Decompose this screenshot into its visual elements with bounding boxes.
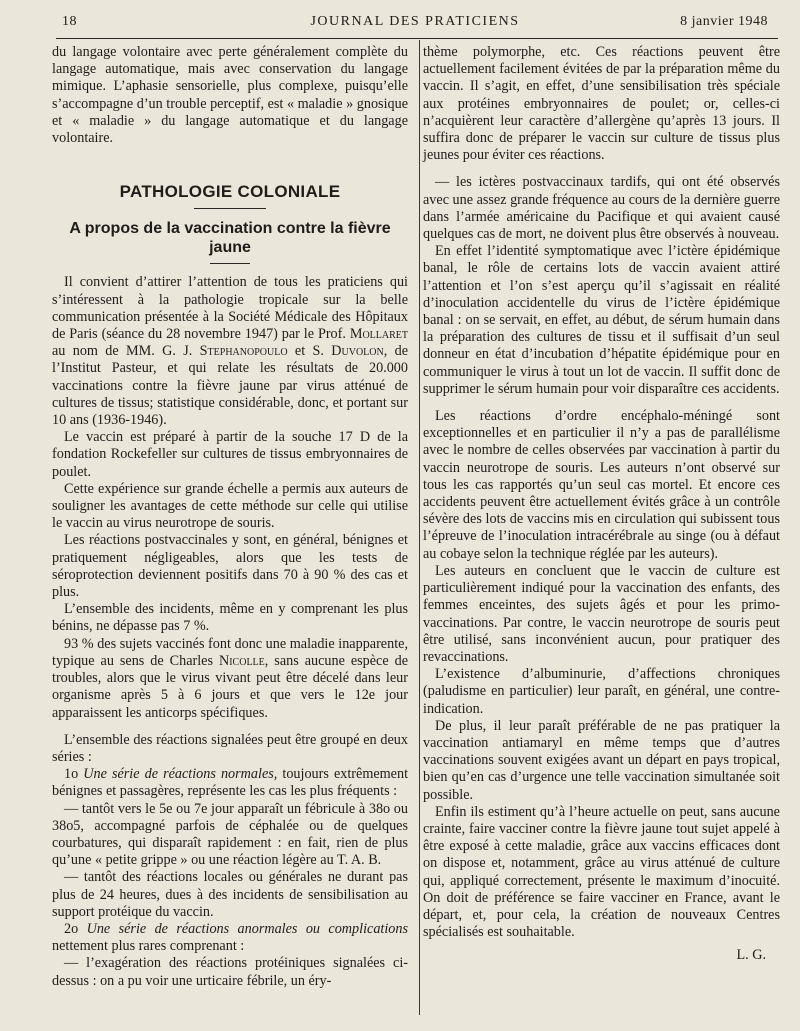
paragraph: L’ensemble des réactions signalées peut être groupé en deux séries :: [52, 731, 408, 765]
issue-date: 8 janvier 1948: [680, 14, 768, 29]
paragraph: thème polymorphe, etc. Ces réactions peuvent être actuellement facilement évitées de par la préparation même du vaccin. Il s’agit, en effet, d’une sensibilisation très spéciale aux protéines embryonnaires de poulet; or, celles-ci n’acquièrent leur caractère d’allergène qu’après 13 jours. Il suffira donc de préparer le vaccin sur culture de tissus plus jeunes pour éviter ces réactions.: [423, 44, 780, 164]
paragraph: Enfin ils estiment qu’à l’heure actuelle on peut, sans aucune crainte, faire vacciner contre la fièvre jaune tout sujet appelé à être exposé à cette maladie, grâce aux vaccins efficaces dont on dispose et, notamment, grâce au virus atténué de culture qui, appliqué correctement, présente le maximum d’inocuité. On doit de préférence se faire vacciner en France, avant le départ, et, pour cela, la création de nouveaux Centres spécialisés est souhaitable.: [423, 803, 780, 941]
paragraph: — les ictères postvaccinaux tardifs, qui ont été observés avec une assez grande fréquence au cours de la dernière guerre dans l’armée américaine du Pacifique et qui avaient causé quelques cas de mort, ne doivent plus être observés à nouveau.: [423, 174, 780, 243]
right-column: [423, 44, 780, 965]
author-name: Nicolle: [218, 652, 265, 669]
author-name: Mollaret: [349, 326, 408, 343]
left-column: [52, 44, 408, 990]
paragraph: — tantôt vers le 5e ou 7e jour apparaît un fébricule à 38o ou 38o5, accompagné parfois de céphalée ou de quelques courbatures, qui disparaît rapidement : en fait, rien de plus qu’une « petite grippe » ou une réaction légère au T. A. B.: [52, 800, 408, 869]
paragraph: du langage volontaire avec perte généralement complète du langage automatique, mais avec conservation du langage mimique. L’aphasie sensorielle, plus complexe, puisqu’elle s’accompagne d’un trouble perceptif, est « maladie » gnosique et « maladie » du langage automatique et du langage volontaire.: [52, 44, 408, 147]
paragraph: 93 % des sujets vaccinés font donc une maladie inapparente, typique au sens de Charles Nicolle, sans aucune espèce de troubles, alors que le virus vivant peut être décelé dans leur organisme après 5 à 6 jours et que vers le 12e jour apparaissent les anticorps spécifiques.: [52, 635, 409, 721]
section-rule: [194, 208, 266, 209]
paragraph: — l’exagération des réactions protéiniques signalées ci-dessus : on a pu voir une urticaire fébrile, un éry-: [52, 955, 408, 989]
paragraph: L’ensemble des incidents, même en y comprenant les plus bénins, ne dépasse pas 7 %.: [52, 601, 408, 635]
signature: L. G.: [736, 947, 766, 964]
paragraph: 1o Une série de réactions normales, toujours extrêmement bénignes et passagères, représente les cas les plus fréquents :: [52, 766, 409, 800]
article-rule: [210, 263, 250, 264]
page-header: [62, 14, 768, 36]
paragraph: En effet l’identité symptomatique avec l’ictère épidémique banal, le rôle de certains lots de vaccin avaient attiré l’attention et l’on s’est aperçu qu’il s’agissait en réalité d’inoculation accidentelle du virus de l’ictère épidémique banal : on se servait, en effet, au début, de sérum humain dans la préparation des cultures de tissu et il suffisait d’un seul donneur en état d’incubation d’hépatite épidémique pour en communiquer le virus à tout un lot de vaccin. Il suffit donc de supprimer le sérum humain pour voir disparaître ces accidents.: [423, 243, 780, 397]
paragraph: Le vaccin est préparé à partir de la souche 17 D de la fondation Rockefeller sur cultures de tissus embryonnaires de poulet.: [52, 429, 408, 480]
paragraph: — tantôt des réactions locales ou générales ne durant pas plus de 24 heures, dues à des incidents de sensibilisation au support protéique du vaccin.: [52, 869, 408, 920]
paragraph: Les auteurs en concluent que le vaccin de culture est particulièrement indiqué pour la vaccination des enfants, des femmes enceintes, des sujets âgés et pour les primo-vaccinations. Par contre, le vaccin neurotrope de souris peut être utilisé, sans inconvénient aucun, pour pratiquer des revaccinations.: [423, 562, 780, 665]
author-name: Duvolon: [331, 343, 384, 360]
author-name: Stephanopoulo: [199, 343, 288, 360]
paragraph: Il convient d’attirer l’attention de tous les praticiens qui s’intéressent à la pathologie tropicale sur la belle communication présentée à la Société Médicale des Hôpitaux de Paris (séance du 28 novembre 1947) par le Prof. Mollaret au nom de MM. G. J. Stephanopoulo et S. Duvolon, de l’Institut Pasteur, et qui relate les résultats de 20.000 vaccinations contre la fièvre jaune par virus atténué de cultures de tissus; statistique considérable, donc, et portant sur 10 ans (1936-1946).: [52, 274, 409, 429]
header-rule: [56, 38, 778, 39]
page-number: 18: [62, 14, 77, 29]
paragraph: Les réactions d’ordre encéphalo-méningé sont exceptionnelles et en particulier il n’y a pas de parallélisme avec le nombre de celles observées par vaccination à partir du vaccin neurotrope de souris. Les auteurs n’ont observé sur tous les cas rapportés qu’un seul cas mortel. Et encore ces accidents peuvent être actuellement évités grâce à un contrôle sévère des lots de vaccins mis en circulation qui subissent tous l’épreuve de l’inoculation intracérébrale au singe (ou à défaut au cobaye selon la technique réglée par les auteurs).: [423, 408, 780, 562]
paragraph: Les réactions postvaccinales y sont, en général, bénignes et pratiquement négligeables, alors que les tests de séroprotection deviennent positifs dans 70 à 90 % des cas et plus.: [52, 532, 408, 601]
column-separator: [419, 40, 420, 1015]
paragraph: De plus, il leur paraît préférable de ne pas pratiquer la vaccination antiamaryl en même temps que d’autres vaccinations souvent exigées avant un départ en pays tropical, bien qu’en cas d’urgence une telle vaccination simultanée soit possible.: [423, 717, 780, 803]
paragraph: Cette expérience sur grande échelle a permis aux auteurs de souligner les avantages de cette méthode sur celle qui utilise le vaccin au virus neurotrope de souris.: [52, 480, 408, 532]
paragraph: 2o Une série de réactions anormales ou complications nettement plus rares comprenant :: [52, 920, 409, 955]
article-title: A propos de la vaccination contre la fièvre jaune: [69, 220, 391, 257]
section-title: PATHOLOGIE COLONIALE: [119, 182, 341, 202]
journal-title: JOURNAL DES PRATICIENS: [310, 14, 520, 29]
paragraph: L’existence d’albuminurie, d’affections chroniques (paludisme en particulier) leur paraît, en général, une contre-indication.: [423, 666, 780, 717]
